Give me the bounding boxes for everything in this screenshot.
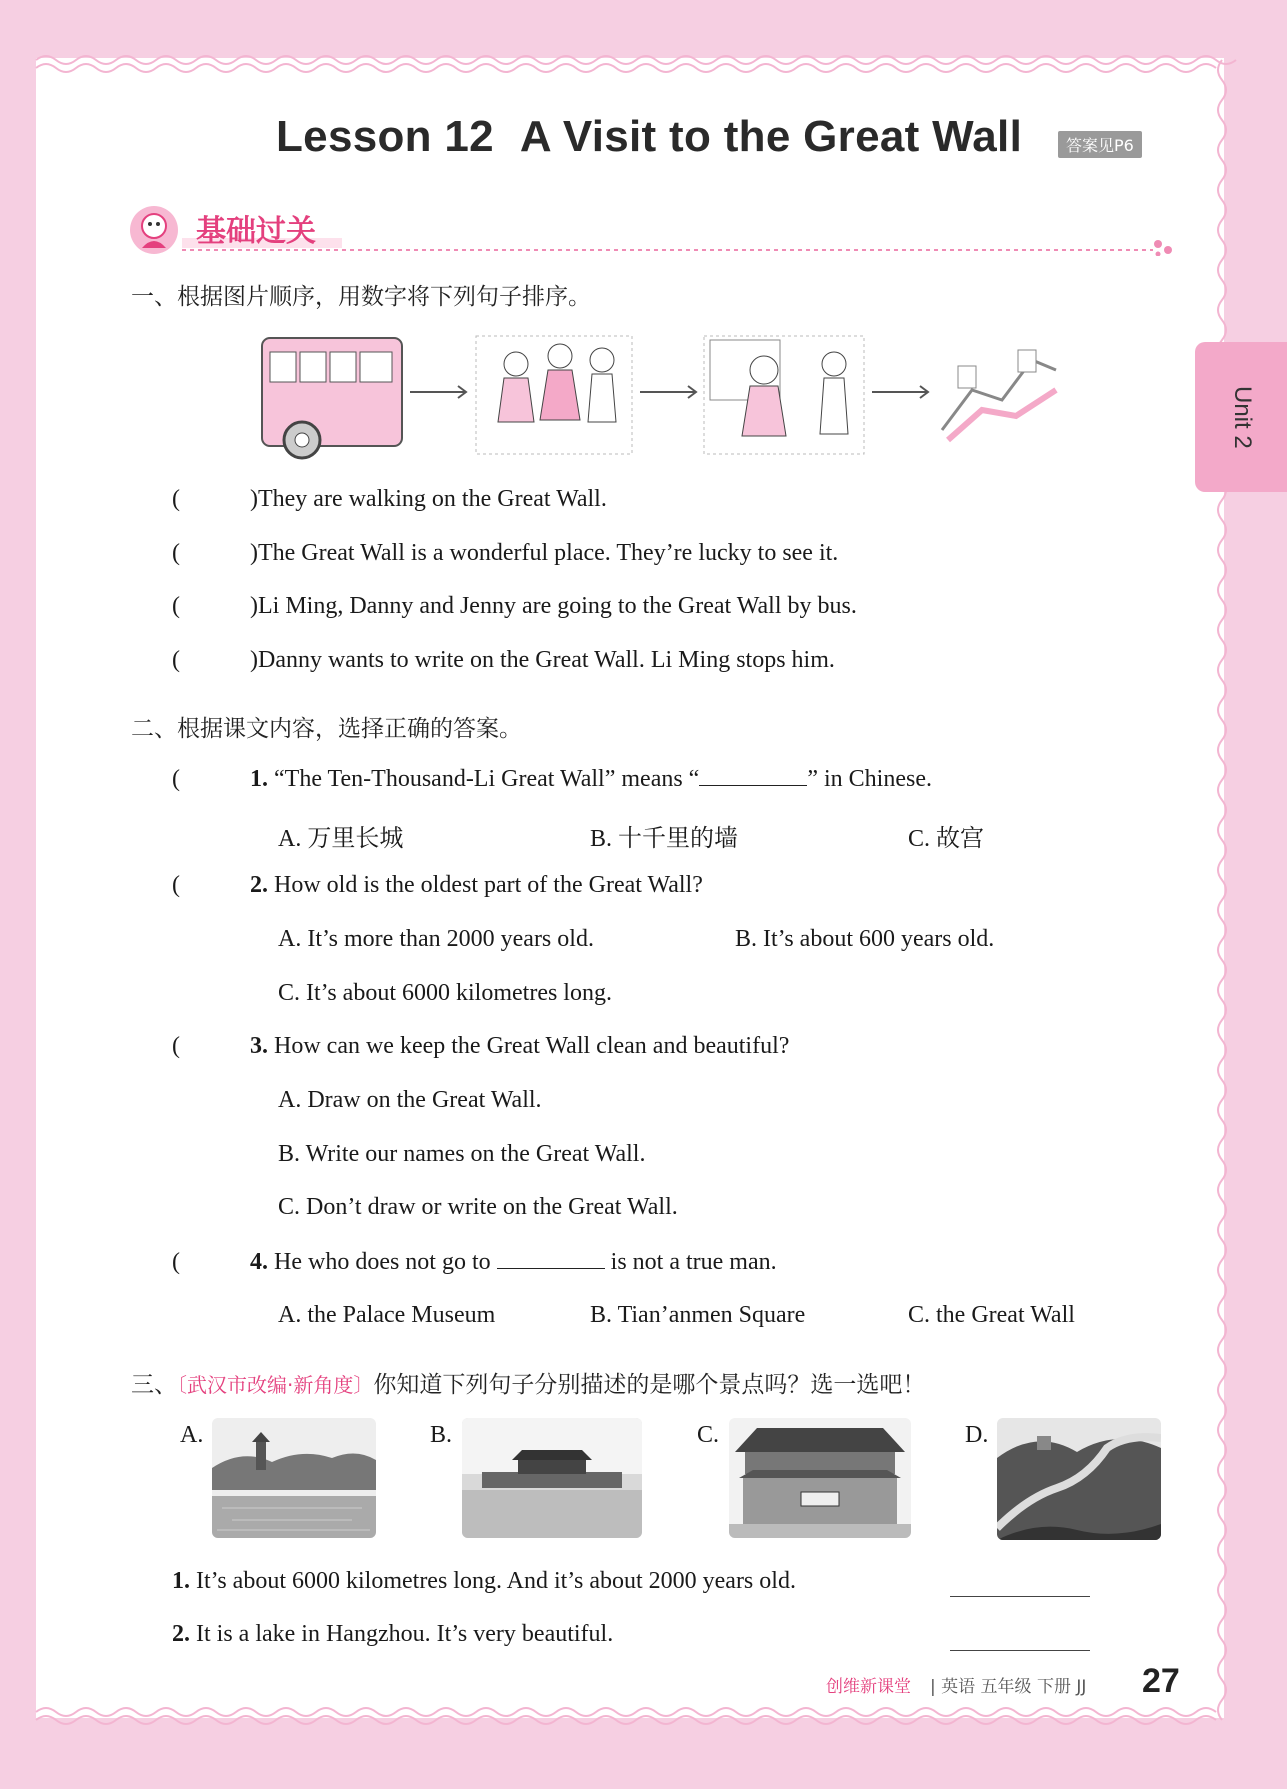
sequence-illustration (258, 330, 1088, 460)
option-a[interactable]: A. Draw on the Great Wall. (278, 1087, 542, 1113)
option-c[interactable]: C. Don’t draw or write on the Great Wall. (278, 1194, 678, 1220)
answer-paren[interactable]: ( (172, 766, 180, 792)
danny-writing-picture (704, 336, 864, 454)
question-4 (172, 1248, 777, 1276)
answer-paren[interactable]: ( (172, 593, 180, 619)
part3-prefix: 三、 (131, 1372, 177, 1398)
part3-sentence (172, 1568, 796, 1595)
lesson-title (276, 112, 1022, 162)
palace-museum-photo[interactable] (729, 1418, 911, 1538)
option-b[interactable]: B. Tian’anmen Square (590, 1302, 806, 1328)
question-2 (172, 872, 703, 899)
part3-sentence (172, 1621, 613, 1648)
part1-item (172, 647, 835, 674)
photo-label-d: D. (965, 1422, 989, 1448)
sentence-text: It’s about 6000 kilometres long. And it’s about 2000 years old. (196, 1568, 796, 1594)
option-a[interactable]: A. the Palace Museum (278, 1302, 496, 1328)
fill-blank[interactable] (699, 765, 807, 786)
question-text: How can we keep the Great Wall clean and beautiful? (274, 1033, 790, 1059)
kids-walking-picture (476, 336, 632, 454)
answer-paren[interactable]: ( (172, 486, 180, 512)
footer-book-info: | 英语 五年级 下册 JJ (930, 1677, 1087, 1697)
photo-label-b: B. (430, 1422, 453, 1448)
question-text: How old is the oldest part of the Great Wall? (274, 872, 703, 898)
option-b[interactable]: B. It’s about 600 years old. (735, 926, 995, 952)
part2-instruction: 二、根据课文内容，选择正确的答案。 (131, 716, 522, 742)
answer-paren[interactable]: ( (172, 872, 180, 898)
question-number: 2. (250, 872, 268, 898)
part1-item-text: )Danny wants to write on the Great Wall. Li Ming stops him. (250, 647, 835, 673)
lesson-name: A Visit to the Great Wall (519, 112, 1023, 161)
footer-brand: 创维新课堂 (826, 1677, 911, 1697)
option-b[interactable]: B. Write our names on the Great Wall. (278, 1141, 646, 1167)
answer-line[interactable] (950, 1596, 1090, 1597)
option-c[interactable]: C. the Great Wall (908, 1302, 1075, 1328)
question-text: is not a true man. (610, 1249, 777, 1275)
question-text: ” in Chinese. (807, 766, 932, 792)
tiananmen-photo[interactable] (462, 1418, 642, 1538)
question-number: 1. (250, 766, 268, 792)
sentence-number: 2. (172, 1621, 190, 1647)
great-wall-sketch-picture (936, 336, 1066, 446)
answer-paren[interactable]: ( (172, 647, 180, 673)
answer-line[interactable] (950, 1650, 1090, 1651)
option-a[interactable]: A. 万里长城 (278, 826, 404, 852)
part1-item (172, 486, 607, 513)
part1-item-text: )Li Ming, Danny and Jenny are going to the Great Wall by bus. (250, 593, 857, 619)
photo-label-a: A. (180, 1422, 204, 1448)
west-lake-photo[interactable] (212, 1418, 376, 1538)
sentence-text: It is a lake in Hangzhou. It’s very beautiful. (196, 1621, 614, 1647)
question-text: “The Ten-Thousand-Li Great Wall” means “ (274, 766, 700, 792)
lesson-number: Lesson 12 (276, 112, 494, 161)
part1-item-text: )The Great Wall is a wonderful place. They’re lucky to see it. (250, 540, 839, 566)
option-c[interactable]: C. It’s about 6000 kilometres long. (278, 980, 612, 1006)
photo-label-c: C. (697, 1422, 720, 1448)
question-3 (172, 1033, 789, 1060)
question-number: 3. (250, 1033, 268, 1059)
sentence-number: 1. (172, 1568, 190, 1594)
option-c[interactable]: C. 故宫 (908, 826, 985, 852)
answer-reference-badge: 答案见P6 (1058, 131, 1142, 158)
source-tag: 〔武汉市改编·新角度〕 (177, 1373, 374, 1397)
part1-instruction: 一、根据图片顺序，用数字将下列句子排序。 (131, 284, 591, 310)
page-number: 27 (1142, 1662, 1180, 1700)
option-b[interactable]: B. 十千里的墙 (590, 826, 739, 852)
option-a[interactable]: A. It’s more than 2000 years old. (278, 926, 594, 952)
bus-picture (262, 338, 402, 458)
answer-paren[interactable]: ( (172, 1249, 180, 1275)
question-text: He who does not go to (274, 1249, 491, 1275)
question-number: 4. (250, 1249, 268, 1275)
answer-paren[interactable]: ( (172, 1033, 180, 1059)
answer-paren[interactable]: ( (172, 540, 180, 566)
fill-blank[interactable] (497, 1248, 605, 1269)
great-wall-photo[interactable] (997, 1418, 1161, 1540)
part3-text: 你知道下列句子分别描述的是哪个景点吗？选一选吧！ (373, 1372, 926, 1398)
unit-tab-label: Unit 2 (1229, 385, 1256, 449)
part1-item (172, 593, 857, 620)
part3-instruction (131, 1366, 925, 1399)
question-1 (172, 765, 932, 793)
section-heading: 基础过关 (196, 214, 316, 249)
part1-item (172, 540, 838, 567)
part1-item-text: )They are walking on the Great Wall. (250, 486, 607, 512)
